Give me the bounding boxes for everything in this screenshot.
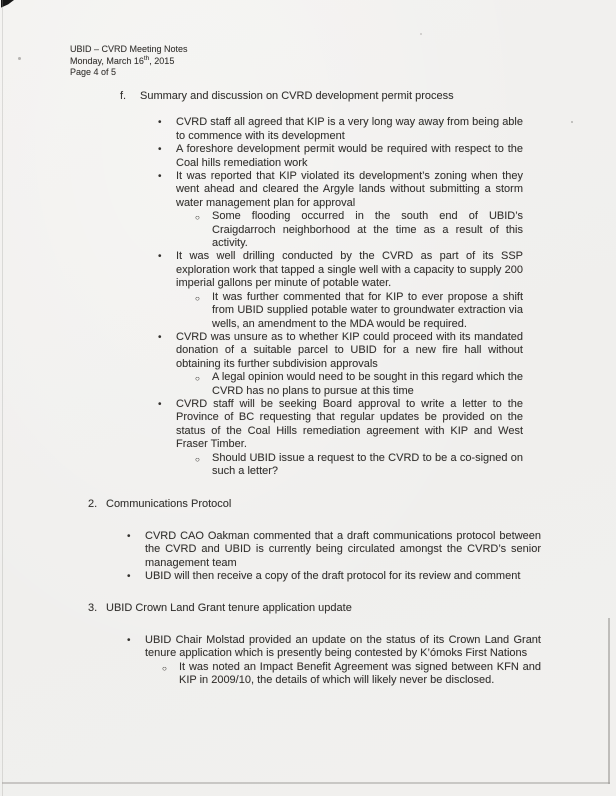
- bullet-dot-icon: •: [127, 571, 131, 582]
- bullet-dot-icon: •: [158, 398, 162, 410]
- sub-bullet-item: [195, 210, 523, 250]
- circle-bullet-icon: ○: [195, 293, 200, 303]
- bullet-dot-icon: •: [127, 634, 131, 646]
- section-f-title: Summary and discussion on CVRD development permit process: [140, 90, 454, 102]
- section-2-number: 2.: [88, 498, 98, 511]
- date-superscript: th: [143, 54, 150, 62]
- bullet-text: UBID will then receive a copy of the draft protocol for its review and comment: [145, 570, 521, 582]
- bullet-text: CVRD staff will be seeking Board approval to write a letter to the Province of BC requesting that regular updates be provided on the status of the Coal Hills remediation agreement with KIP and West Fraser Timber.: [176, 397, 523, 451]
- section-3: [88, 602, 541, 687]
- section-f-heading: [120, 90, 541, 103]
- doc-body: [0, 90, 616, 687]
- bullet-dot-icon: •: [158, 171, 162, 183]
- doc-title: UBID – CVRD Meeting Notes: [70, 44, 188, 54]
- bullet-dot-icon: •: [127, 530, 131, 542]
- bullet-text: UBID Chair Molstad provided an update on the status of its Crown Land Grant tenure application which is presently being contested by K’ómoks First Nations: [145, 633, 541, 660]
- bullet-dot-icon: •: [158, 331, 162, 343]
- bullet-item: [158, 331, 523, 398]
- bullet-dot-icon: •: [158, 144, 162, 156]
- bullet-dot-icon: •: [158, 251, 162, 263]
- sub-bullet-item: [162, 661, 541, 688]
- sub-bullet-item: [195, 291, 523, 331]
- sub-bullet-text: It was further commented that for KIP to ever propose a shift from UBID supplied potable water to groundwater extraction via wells, an amendment to the MDA would be required.: [212, 290, 523, 330]
- bullet-text: A foreshore development permit would be required with respect to the Coal hills remediation work: [176, 143, 523, 169]
- sub-bullet-text: It was noted an Impact Benefit Agreement was signed between KFN and KIP in 2009/10, the details of which will likely never be disclosed.: [179, 660, 541, 687]
- bullet-item: [127, 530, 541, 570]
- sub-bullet-text: Should UBID issue a request to the CVRD to be a co-signed on such a letter?: [212, 451, 523, 477]
- section-3-bullet-list: [127, 634, 541, 688]
- bullet-text: CVRD was unsure as to whether KIP could proceed with its mandated donation of a suitable parcel to UBID for a new fire hall without obtaining its further subdivision approvals: [176, 330, 523, 370]
- section-2-bullet-list: [127, 530, 541, 584]
- doc-date: Monday, March 16th, 2015: [70, 54, 175, 66]
- section-3-number: 3.: [88, 602, 98, 615]
- section-2-heading: [88, 498, 541, 511]
- section-f: [120, 90, 541, 478]
- scan-speck: [18, 57, 21, 60]
- section-f-label: f.: [120, 90, 127, 102]
- bullet-text: CVRD staff all agreed that KIP is a very long way away from being able to commence with its development: [176, 116, 523, 142]
- scan-edge-shadow-bottom: [2, 782, 610, 784]
- bullet-item: [158, 143, 523, 170]
- circle-bullet-icon: ○: [162, 663, 167, 673]
- sub-bullet-text: A legal opinion would need to be sought in this regard which the CVRD has no plans to pursue at this time: [212, 371, 523, 397]
- bullet-item: [158, 250, 523, 330]
- bullet-dot-icon: •: [158, 117, 162, 129]
- sub-bullet-item: [195, 452, 523, 479]
- section-2: [88, 498, 541, 583]
- sub-bullet-text: Some flooding occurred in the south end of UBID’s Craigdarroch neighborhood at the time as a result of this activity.: [212, 210, 523, 250]
- bullet-text: It was reported that KIP violated its development’s zoning when they went ahead and cleared the Argyle lands without submitting a storm water management plan for approval: [176, 170, 523, 209]
- section-3-title: UBID Crown Land Grant tenure application update: [106, 602, 352, 615]
- bullet-item: [127, 634, 541, 688]
- bullet-item: [127, 570, 541, 583]
- bullet-item: [158, 116, 523, 143]
- bullet-text: It was well drilling conducted by the CVRD as part of its SSP exploration work that tapped a single well with a capacity to supply 200 imperial gallons per minute of potable water.: [176, 250, 523, 290]
- page-number: Page 4 of 5: [70, 67, 117, 77]
- circle-bullet-icon: ○: [195, 213, 200, 223]
- bullet-text: CVRD CAO Oakman commented that a draft communications protocol between the CVRD and UBID is currently being circulated amongst the CVRD’s senior management team: [145, 529, 541, 569]
- section-f-bullet-list: [158, 116, 523, 478]
- doc-header: [70, 44, 188, 79]
- section-2-title: Communications Protocol: [106, 498, 232, 511]
- circle-bullet-icon: ○: [195, 454, 200, 464]
- sub-bullet-item: [195, 371, 523, 398]
- scan-speck: [420, 33, 422, 35]
- circle-bullet-icon: ○: [195, 374, 200, 384]
- section-3-heading: [88, 602, 541, 615]
- bullet-item: [158, 398, 523, 478]
- bullet-item: [158, 170, 523, 250]
